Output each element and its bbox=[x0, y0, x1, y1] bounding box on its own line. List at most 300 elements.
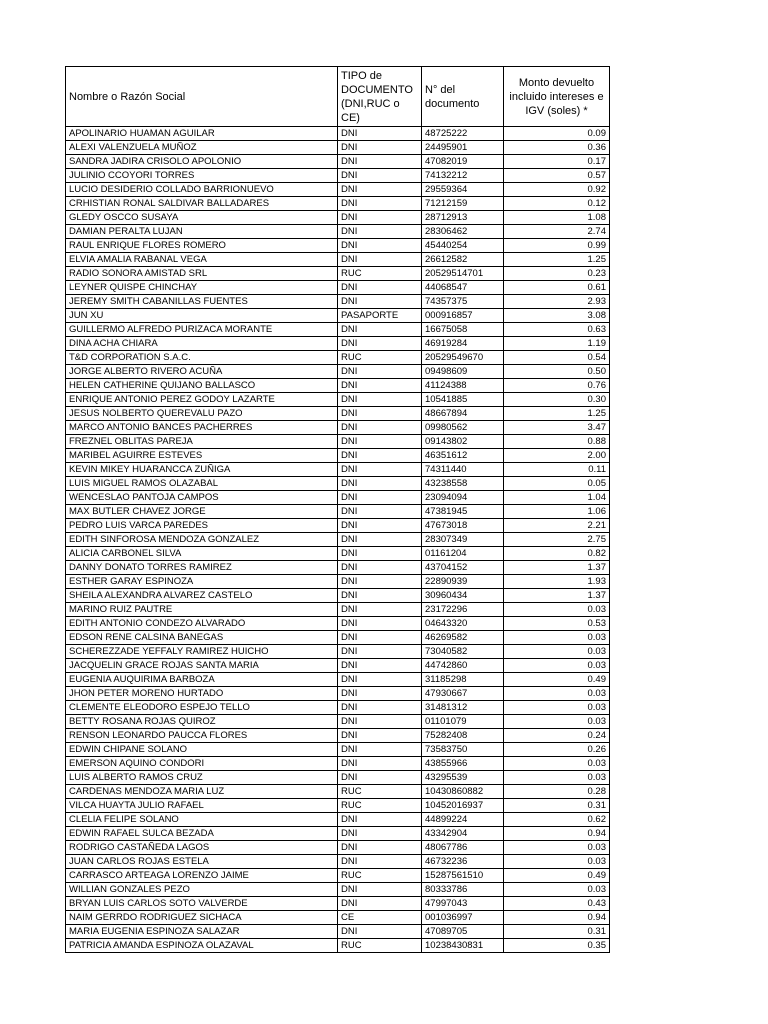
cell-name: WENCESLAO PANTOJA CAMPOS bbox=[66, 491, 338, 505]
cell-doc-number: 26612582 bbox=[422, 253, 504, 267]
cell-doc-type: DNI bbox=[338, 589, 422, 603]
cell-name: EDWIN RAFAEL SULCA BEZADA bbox=[66, 827, 338, 841]
cell-doc-type: DNI bbox=[338, 883, 422, 897]
table-row bbox=[66, 631, 610, 645]
table-row bbox=[66, 813, 610, 827]
cell-amount: 0.49 bbox=[504, 869, 610, 883]
cell-name: ELVIA AMALIA RABANAL VEGA bbox=[66, 253, 338, 267]
cell-name: ESTHER GARAY ESPINOZA bbox=[66, 575, 338, 589]
cell-doc-type: RUC bbox=[338, 267, 422, 281]
cell-doc-number: 48067786 bbox=[422, 841, 504, 855]
cell-doc-number: 48725222 bbox=[422, 127, 504, 141]
cell-amount: 0.63 bbox=[504, 323, 610, 337]
cell-name: ENRIQUE ANTONIO PEREZ GODOY LAZARTE bbox=[66, 393, 338, 407]
cell-doc-number: 20529514701 bbox=[422, 267, 504, 281]
cell-doc-type: DNI bbox=[338, 855, 422, 869]
table-row bbox=[66, 869, 610, 883]
cell-amount: 0.03 bbox=[504, 715, 610, 729]
cell-doc-type: DNI bbox=[338, 407, 422, 421]
cell-name: PEDRO LUIS VARCA PAREDES bbox=[66, 519, 338, 533]
cell-doc-type: DNI bbox=[338, 491, 422, 505]
table-row bbox=[66, 253, 610, 267]
table-row bbox=[66, 799, 610, 813]
cell-doc-type: RUC bbox=[338, 785, 422, 799]
cell-name: ALEXI VALENZUELA MUÑOZ bbox=[66, 141, 338, 155]
cell-amount: 0.35 bbox=[504, 939, 610, 953]
cell-doc-type: PASAPORTE bbox=[338, 309, 422, 323]
cell-amount: 0.03 bbox=[504, 687, 610, 701]
cell-doc-type: DNI bbox=[338, 379, 422, 393]
cell-name: LUIS MIGUEL RAMOS OLAZABAL bbox=[66, 477, 338, 491]
table-row bbox=[66, 925, 610, 939]
cell-doc-type: DNI bbox=[338, 211, 422, 225]
table-row bbox=[66, 295, 610, 309]
cell-name: JESUS NOLBERTO QUEREVALU PAZO bbox=[66, 407, 338, 421]
cell-doc-type: DNI bbox=[338, 183, 422, 197]
cell-doc-number: 46351612 bbox=[422, 449, 504, 463]
cell-doc-type: DNI bbox=[338, 827, 422, 841]
cell-doc-number: 10452016937 bbox=[422, 799, 504, 813]
cell-amount: 0.03 bbox=[504, 701, 610, 715]
table-row bbox=[66, 519, 610, 533]
cell-doc-type: RUC bbox=[338, 939, 422, 953]
cell-doc-type: DNI bbox=[338, 505, 422, 519]
cell-doc-number: 01101079 bbox=[422, 715, 504, 729]
cell-name: MARCO ANTONIO BANCES PACHERRES bbox=[66, 421, 338, 435]
cell-doc-type: DNI bbox=[338, 617, 422, 631]
cell-doc-number: 20529549670 bbox=[422, 351, 504, 365]
table-row bbox=[66, 449, 610, 463]
cell-amount: 0.62 bbox=[504, 813, 610, 827]
cell-name: JUN XU bbox=[66, 309, 338, 323]
cell-name: EDITH ANTONIO CONDEZO ALVARADO bbox=[66, 617, 338, 631]
cell-doc-type: DNI bbox=[338, 477, 422, 491]
table-row bbox=[66, 939, 610, 953]
cell-doc-number: 09498609 bbox=[422, 365, 504, 379]
cell-doc-number: 74132212 bbox=[422, 169, 504, 183]
cell-name: JACQUELIN GRACE ROJAS SANTA MARIA bbox=[66, 659, 338, 673]
cell-doc-number: 47997043 bbox=[422, 897, 504, 911]
cell-doc-number: 46732236 bbox=[422, 855, 504, 869]
cell-name: EDITH SINFOROSA MENDOZA GONZALEZ bbox=[66, 533, 338, 547]
cell-doc-number: 47381945 bbox=[422, 505, 504, 519]
table-row bbox=[66, 127, 610, 141]
cell-name: CARDENAS MENDOZA MARIA LUZ bbox=[66, 785, 338, 799]
header-name: Nombre o Razón Social bbox=[66, 67, 338, 127]
table-row bbox=[66, 155, 610, 169]
cell-amount: 2.74 bbox=[504, 225, 610, 239]
cell-doc-number: 09143802 bbox=[422, 435, 504, 449]
cell-doc-number: 47673018 bbox=[422, 519, 504, 533]
cell-name: LEYNER QUISPE CHINCHAY bbox=[66, 281, 338, 295]
table-row bbox=[66, 351, 610, 365]
cell-doc-number: 10238430831 bbox=[422, 939, 504, 953]
cell-name: BRYAN LUIS CARLOS SOTO VALVERDE bbox=[66, 897, 338, 911]
cell-doc-type: DNI bbox=[338, 127, 422, 141]
cell-amount: 0.03 bbox=[504, 757, 610, 771]
cell-doc-number: 80333786 bbox=[422, 883, 504, 897]
cell-doc-number: 46269582 bbox=[422, 631, 504, 645]
table-row bbox=[66, 337, 610, 351]
cell-doc-type: DNI bbox=[338, 841, 422, 855]
cell-amount: 0.53 bbox=[504, 617, 610, 631]
cell-doc-number: 47930667 bbox=[422, 687, 504, 701]
cell-name: NAIM GERRDO RODRIGUEZ SICHACA bbox=[66, 911, 338, 925]
cell-name: HELEN CATHERINE QUIJANO BALLASCO bbox=[66, 379, 338, 393]
cell-name: GLEDY OSCCO SUSAYA bbox=[66, 211, 338, 225]
cell-doc-type: DNI bbox=[338, 169, 422, 183]
cell-doc-number: 47089705 bbox=[422, 925, 504, 939]
cell-name: SANDRA JADIRA CRISOLO APOLONIO bbox=[66, 155, 338, 169]
cell-amount: 1.06 bbox=[504, 505, 610, 519]
cell-name: MARIA EUGENIA ESPINOZA SALAZAR bbox=[66, 925, 338, 939]
table-row bbox=[66, 659, 610, 673]
cell-amount: 2.75 bbox=[504, 533, 610, 547]
cell-doc-type: DNI bbox=[338, 463, 422, 477]
cell-name: T&D CORPORATION S.A.C. bbox=[66, 351, 338, 365]
table-body bbox=[66, 127, 610, 953]
cell-amount: 2.21 bbox=[504, 519, 610, 533]
cell-doc-number: 43704152 bbox=[422, 561, 504, 575]
cell-doc-type: RUC bbox=[338, 869, 422, 883]
cell-doc-type: CE bbox=[338, 911, 422, 925]
cell-amount: 0.43 bbox=[504, 897, 610, 911]
table-row bbox=[66, 491, 610, 505]
cell-doc-type: DNI bbox=[338, 239, 422, 253]
header-doc-type: TIPO de DOCUMENTO (DNI,RUC o CE) bbox=[338, 67, 422, 127]
table-row bbox=[66, 645, 610, 659]
table-row bbox=[66, 197, 610, 211]
cell-amount: 0.31 bbox=[504, 799, 610, 813]
cell-name: ALICIA CARBONEL SILVA bbox=[66, 547, 338, 561]
table-row bbox=[66, 603, 610, 617]
table-row bbox=[66, 323, 610, 337]
cell-name: RAUL ENRIQUE FLORES ROMERO bbox=[66, 239, 338, 253]
cell-amount: 0.24 bbox=[504, 729, 610, 743]
table-row bbox=[66, 267, 610, 281]
cell-doc-number: 43295539 bbox=[422, 771, 504, 785]
cell-doc-number: 01161204 bbox=[422, 547, 504, 561]
cell-amount: 0.03 bbox=[504, 659, 610, 673]
cell-doc-number: 43238558 bbox=[422, 477, 504, 491]
cell-doc-type: DNI bbox=[338, 603, 422, 617]
cell-doc-type: DNI bbox=[338, 323, 422, 337]
cell-doc-type: DNI bbox=[338, 673, 422, 687]
cell-amount: 0.05 bbox=[504, 477, 610, 491]
cell-doc-type: DNI bbox=[338, 575, 422, 589]
cell-doc-type: DNI bbox=[338, 295, 422, 309]
cell-doc-type: DNI bbox=[338, 813, 422, 827]
cell-doc-type: DNI bbox=[338, 365, 422, 379]
cell-amount: 0.03 bbox=[504, 631, 610, 645]
cell-name: PATRICIA AMANDA ESPINOZA OLAZAVAL bbox=[66, 939, 338, 953]
cell-doc-type: DNI bbox=[338, 155, 422, 169]
cell-doc-number: 09980562 bbox=[422, 421, 504, 435]
cell-doc-number: 15287561510 bbox=[422, 869, 504, 883]
cell-amount: 1.37 bbox=[504, 561, 610, 575]
table-row bbox=[66, 309, 610, 323]
cell-name: EDSON RENE CALSINA BANEGAS bbox=[66, 631, 338, 645]
table-row bbox=[66, 687, 610, 701]
table-row bbox=[66, 743, 610, 757]
cell-doc-number: 71212159 bbox=[422, 197, 504, 211]
cell-amount: 0.88 bbox=[504, 435, 610, 449]
cell-amount: 1.25 bbox=[504, 253, 610, 267]
cell-amount: 0.03 bbox=[504, 841, 610, 855]
cell-name: MARINO RUIZ PAUTRE bbox=[66, 603, 338, 617]
cell-amount: 3.08 bbox=[504, 309, 610, 323]
cell-doc-number: 29559364 bbox=[422, 183, 504, 197]
table-row bbox=[66, 477, 610, 491]
table-row bbox=[66, 239, 610, 253]
cell-doc-number: 30960434 bbox=[422, 589, 504, 603]
cell-doc-number: 22890939 bbox=[422, 575, 504, 589]
table-row bbox=[66, 785, 610, 799]
cell-doc-number: 04643320 bbox=[422, 617, 504, 631]
cell-name: VILCA HUAYTA JULIO RAFAEL bbox=[66, 799, 338, 813]
cell-name: BETTY ROSANA ROJAS QUIROZ bbox=[66, 715, 338, 729]
cell-doc-type: DNI bbox=[338, 659, 422, 673]
cell-doc-number: 45440254 bbox=[422, 239, 504, 253]
table-row bbox=[66, 225, 610, 239]
table-row bbox=[66, 729, 610, 743]
cell-doc-type: DNI bbox=[338, 393, 422, 407]
cell-doc-number: 24495901 bbox=[422, 141, 504, 155]
table-row bbox=[66, 169, 610, 183]
cell-doc-number: 73040582 bbox=[422, 645, 504, 659]
cell-amount: 0.11 bbox=[504, 463, 610, 477]
cell-doc-number: 46919284 bbox=[422, 337, 504, 351]
cell-name: RADIO SONORA AMISTAD SRL bbox=[66, 267, 338, 281]
cell-doc-number: 48667894 bbox=[422, 407, 504, 421]
cell-amount: 0.36 bbox=[504, 141, 610, 155]
cell-amount: 0.82 bbox=[504, 547, 610, 561]
cell-doc-number: 47082019 bbox=[422, 155, 504, 169]
cell-amount: 0.57 bbox=[504, 169, 610, 183]
table-row bbox=[66, 911, 610, 925]
table-row bbox=[66, 757, 610, 771]
table-header bbox=[66, 67, 610, 127]
table-row bbox=[66, 883, 610, 897]
table-row bbox=[66, 463, 610, 477]
table-row bbox=[66, 365, 610, 379]
cell-amount: 1.37 bbox=[504, 589, 610, 603]
cell-amount: 0.17 bbox=[504, 155, 610, 169]
cell-name: DAMIAN PERALTA LUJAN bbox=[66, 225, 338, 239]
cell-name: EMERSON AQUINO CONDORI bbox=[66, 757, 338, 771]
cell-doc-type: DNI bbox=[338, 743, 422, 757]
table-row bbox=[66, 393, 610, 407]
table-row bbox=[66, 589, 610, 603]
table-row bbox=[66, 421, 610, 435]
table-row bbox=[66, 855, 610, 869]
cell-amount: 0.12 bbox=[504, 197, 610, 211]
cell-doc-type: RUC bbox=[338, 799, 422, 813]
cell-doc-type: DNI bbox=[338, 337, 422, 351]
cell-doc-number: 10541885 bbox=[422, 393, 504, 407]
cell-doc-number: 23094094 bbox=[422, 491, 504, 505]
table-row bbox=[66, 533, 610, 547]
cell-amount: 1.19 bbox=[504, 337, 610, 351]
cell-doc-type: DNI bbox=[338, 435, 422, 449]
cell-doc-type: DNI bbox=[338, 645, 422, 659]
cell-name: SCHEREZZADE YEFFALY RAMIREZ HUICHO bbox=[66, 645, 338, 659]
cell-doc-number: 44068547 bbox=[422, 281, 504, 295]
table-row bbox=[66, 715, 610, 729]
cell-doc-number: 001036997 bbox=[422, 911, 504, 925]
cell-doc-type: DNI bbox=[338, 421, 422, 435]
cell-name: CLELIA FELIPE SOLANO bbox=[66, 813, 338, 827]
table-row bbox=[66, 575, 610, 589]
cell-doc-type: DNI bbox=[338, 897, 422, 911]
cell-amount: 0.03 bbox=[504, 603, 610, 617]
cell-doc-number: 43342904 bbox=[422, 827, 504, 841]
cell-doc-type: DNI bbox=[338, 925, 422, 939]
cell-doc-number: 31481312 bbox=[422, 701, 504, 715]
table-row bbox=[66, 211, 610, 225]
table-row bbox=[66, 505, 610, 519]
cell-doc-type: DNI bbox=[338, 141, 422, 155]
table-row bbox=[66, 281, 610, 295]
cell-doc-type: DNI bbox=[338, 533, 422, 547]
cell-doc-type: DNI bbox=[338, 449, 422, 463]
cell-doc-number: 41124388 bbox=[422, 379, 504, 393]
refund-table bbox=[65, 66, 610, 953]
cell-doc-number: 74311440 bbox=[422, 463, 504, 477]
cell-doc-number: 43855966 bbox=[422, 757, 504, 771]
cell-amount: 3.47 bbox=[504, 421, 610, 435]
cell-doc-number: 44742860 bbox=[422, 659, 504, 673]
cell-name: MAX BUTLER CHAVEZ JORGE bbox=[66, 505, 338, 519]
cell-amount: 0.61 bbox=[504, 281, 610, 295]
table-row bbox=[66, 435, 610, 449]
cell-name: EUGENIA AUQUIRIMA BARBOZA bbox=[66, 673, 338, 687]
cell-doc-number: 16675058 bbox=[422, 323, 504, 337]
cell-doc-type: RUC bbox=[338, 351, 422, 365]
cell-doc-number: 44899224 bbox=[422, 813, 504, 827]
cell-name: CRHISTIAN RONAL SALDIVAR BALLADARES bbox=[66, 197, 338, 211]
cell-doc-type: DNI bbox=[338, 757, 422, 771]
cell-name: CARRASCO ARTEAGA LORENZO JAIME bbox=[66, 869, 338, 883]
cell-doc-type: DNI bbox=[338, 701, 422, 715]
table-row bbox=[66, 841, 610, 855]
cell-name: LUIS ALBERTO RAMOS CRUZ bbox=[66, 771, 338, 785]
table-row bbox=[66, 897, 610, 911]
cell-name: JORGE ALBERTO RIVERO ACUÑA bbox=[66, 365, 338, 379]
cell-amount: 0.31 bbox=[504, 925, 610, 939]
cell-name: EDWIN CHIPANE SOLANO bbox=[66, 743, 338, 757]
cell-amount: 0.26 bbox=[504, 743, 610, 757]
cell-doc-type: DNI bbox=[338, 729, 422, 743]
table-row bbox=[66, 407, 610, 421]
cell-amount: 0.92 bbox=[504, 183, 610, 197]
cell-name: KEVIN MIKEY HUARANCCA ZUÑIGA bbox=[66, 463, 338, 477]
cell-doc-type: DNI bbox=[338, 771, 422, 785]
cell-amount: 1.93 bbox=[504, 575, 610, 589]
cell-doc-number: 75282408 bbox=[422, 729, 504, 743]
cell-amount: 1.25 bbox=[504, 407, 610, 421]
cell-doc-number: 28307349 bbox=[422, 533, 504, 547]
cell-amount: 2.00 bbox=[504, 449, 610, 463]
cell-name: RODRIGO CASTAÑEDA LAGOS bbox=[66, 841, 338, 855]
cell-name: JEREMY SMITH CABANILLAS FUENTES bbox=[66, 295, 338, 309]
cell-doc-type: DNI bbox=[338, 197, 422, 211]
cell-amount: 0.03 bbox=[504, 771, 610, 785]
cell-name: JULINIO CCOYORI TORRES bbox=[66, 169, 338, 183]
cell-amount: 0.23 bbox=[504, 267, 610, 281]
cell-doc-number: 10430860882 bbox=[422, 785, 504, 799]
cell-amount: 0.94 bbox=[504, 911, 610, 925]
header-doc-number: N° del documento bbox=[422, 67, 504, 127]
header-row bbox=[66, 67, 610, 127]
cell-doc-type: DNI bbox=[338, 715, 422, 729]
cell-doc-type: DNI bbox=[338, 561, 422, 575]
cell-amount: 0.03 bbox=[504, 855, 610, 869]
cell-amount: 0.03 bbox=[504, 645, 610, 659]
cell-name: DANNY DONATO TORRES RAMIREZ bbox=[66, 561, 338, 575]
cell-doc-number: 23172296 bbox=[422, 603, 504, 617]
cell-amount: 0.94 bbox=[504, 827, 610, 841]
cell-doc-number: 74357375 bbox=[422, 295, 504, 309]
cell-name: GUILLERMO ALFREDO PURIZACA MORANTE bbox=[66, 323, 338, 337]
cell-doc-type: DNI bbox=[338, 631, 422, 645]
cell-amount: 0.50 bbox=[504, 365, 610, 379]
cell-amount: 0.54 bbox=[504, 351, 610, 365]
table-row bbox=[66, 771, 610, 785]
cell-amount: 2.93 bbox=[504, 295, 610, 309]
cell-doc-type: DNI bbox=[338, 253, 422, 267]
table-row bbox=[66, 561, 610, 575]
cell-doc-number: 31185298 bbox=[422, 673, 504, 687]
cell-amount: 0.99 bbox=[504, 239, 610, 253]
cell-name: LUCIO DESIDERIO COLLADO BARRIONUEVO bbox=[66, 183, 338, 197]
cell-amount: 0.28 bbox=[504, 785, 610, 799]
cell-doc-type: DNI bbox=[338, 519, 422, 533]
cell-doc-type: DNI bbox=[338, 225, 422, 239]
cell-amount: 1.04 bbox=[504, 491, 610, 505]
cell-doc-number: 000916857 bbox=[422, 309, 504, 323]
cell-amount: 0.09 bbox=[504, 127, 610, 141]
cell-doc-number: 73583750 bbox=[422, 743, 504, 757]
table-row bbox=[66, 673, 610, 687]
table-row bbox=[66, 617, 610, 631]
header-amount: Monto devuelto incluido intereses e IGV (soles) * bbox=[504, 67, 610, 127]
cell-name: APOLINARIO HUAMAN AGUILAR bbox=[66, 127, 338, 141]
cell-amount: 0.49 bbox=[504, 673, 610, 687]
cell-name: JHON PETER MORENO HURTADO bbox=[66, 687, 338, 701]
cell-doc-type: DNI bbox=[338, 281, 422, 295]
cell-amount: 1.08 bbox=[504, 211, 610, 225]
cell-name: CLEMENTE ELEODORO ESPEJO TELLO bbox=[66, 701, 338, 715]
cell-doc-type: DNI bbox=[338, 547, 422, 561]
table-row bbox=[66, 701, 610, 715]
cell-amount: 0.03 bbox=[504, 883, 610, 897]
cell-name: WILLIAN GONZALES PEZO bbox=[66, 883, 338, 897]
table-row bbox=[66, 827, 610, 841]
table-row bbox=[66, 141, 610, 155]
cell-amount: 0.76 bbox=[504, 379, 610, 393]
table-row bbox=[66, 379, 610, 393]
cell-doc-number: 28306462 bbox=[422, 225, 504, 239]
table-row bbox=[66, 547, 610, 561]
cell-amount: 0.30 bbox=[504, 393, 610, 407]
cell-name: FREZNEL OBLITAS PAREJA bbox=[66, 435, 338, 449]
cell-name: DINA ACHA CHIARA bbox=[66, 337, 338, 351]
cell-name: RENSON LEONARDO PAUCCA FLORES bbox=[66, 729, 338, 743]
cell-name: JUAN CARLOS ROJAS ESTELA bbox=[66, 855, 338, 869]
cell-name: SHEILA ALEXANDRA ALVAREZ CASTELO bbox=[66, 589, 338, 603]
cell-name: MARIBEL AGUIRRE ESTEVES bbox=[66, 449, 338, 463]
